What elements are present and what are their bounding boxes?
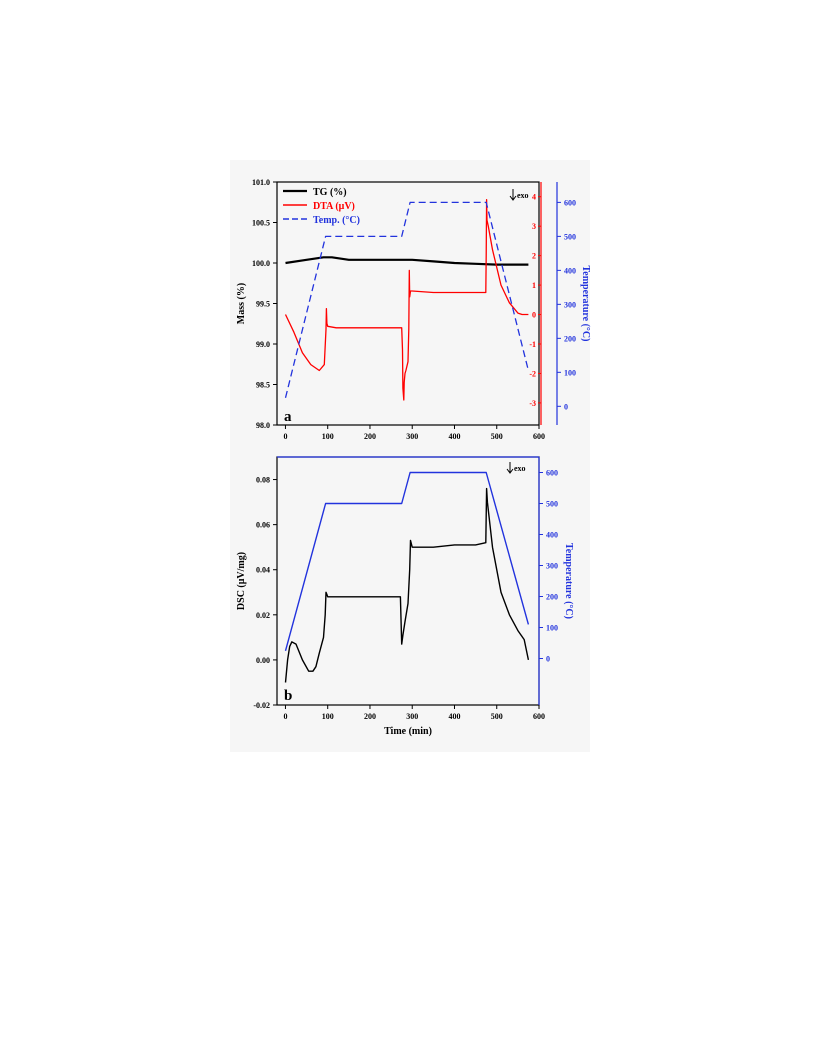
x-tick-label-b: 0 [283, 712, 288, 721]
y-tick-label-a: 101.0 [252, 178, 270, 187]
x-axis-title-b: Time (min) [384, 726, 432, 737]
panel-letter-a: a [284, 409, 292, 425]
temperature-tick-label-a: 0 [564, 402, 568, 412]
temperature-tick-label-a: 300 [564, 300, 576, 310]
dta-tick-label: 3 [532, 222, 536, 232]
y-tick-label-a: 99.0 [256, 340, 270, 349]
temperature-tick-label-a: 100 [564, 368, 576, 378]
y-axis-title-b: DSC (μV/mg) [236, 551, 247, 611]
temperature-axis-title-b: Temperature (°C) [563, 543, 574, 619]
y-tick-label-b: 0.06 [256, 520, 270, 530]
plot-frame-b [277, 457, 539, 705]
temperature-tick-label-b: 0 [546, 654, 550, 664]
temperature-tick-label-b: 200 [546, 592, 558, 602]
x-tick-label-a: 100 [321, 432, 334, 441]
x-tick-label-a: 500 [490, 432, 503, 441]
temperature-tick-label-a: 600 [564, 198, 576, 208]
x-tick-label-b: 300 [406, 712, 419, 721]
dta-tick-label: -3 [529, 398, 536, 408]
temperature-tick-label-b: 300 [546, 561, 558, 571]
dta-tick-label: -1 [529, 340, 536, 349]
temperature-tick-label-b: 400 [546, 530, 558, 540]
legend-label: TG (%) [313, 187, 347, 198]
dta-tick-label: 0 [532, 310, 536, 320]
y-tick-label-b: 0.08 [256, 475, 270, 485]
y-tick-label-a: 100.0 [252, 259, 270, 268]
y-tick-label-b: 0.04 [256, 565, 270, 575]
x-tick-label-b: 100 [321, 712, 334, 721]
exo-label-a: exo [517, 191, 529, 200]
legend-label: Temp. (°C) [313, 215, 360, 226]
temperature-tick-label-b: 500 [546, 499, 558, 509]
exo-label-b: exo [514, 464, 526, 473]
series-line-b-1 [286, 473, 529, 651]
dta-tick-label: 1 [532, 281, 536, 291]
panel-a [236, 178, 591, 441]
x-tick-label-a: 600 [533, 432, 545, 441]
temperature-tick-label-a: 400 [564, 266, 576, 276]
x-tick-label-a: 0 [283, 432, 288, 441]
temperature-tick-label-b: 100 [546, 623, 558, 633]
x-tick-label-b: 500 [490, 712, 503, 721]
y-tick-label-b: 0.00 [256, 655, 270, 665]
y-tick-label-a: 98.0 [256, 421, 270, 430]
dta-tick-label: 4 [532, 192, 536, 202]
x-tick-label-b: 600 [533, 712, 545, 721]
panel-letter-b: b [284, 688, 293, 704]
y-tick-label-a: 99.5 [256, 299, 270, 309]
plot-area-a [286, 200, 529, 400]
x-tick-label-b: 400 [448, 712, 461, 721]
series-line-0 [286, 257, 529, 264]
y-tick-label-b: -0.02 [253, 701, 270, 710]
x-tick-label-a: 400 [448, 432, 461, 441]
temperature-tick-label-b: 600 [546, 468, 558, 478]
x-tick-label-a: 200 [363, 432, 376, 441]
legend-label: DTA (μV) [313, 201, 355, 212]
y-tick-label-a: 100.5 [252, 218, 270, 228]
series-line-1 [286, 200, 529, 400]
temperature-axis-title-a: Temperature (°C) [580, 265, 591, 342]
plot-area-b [286, 473, 529, 683]
y-tick-label-a: 98.5 [256, 380, 270, 390]
x-tick-label-a: 300 [406, 432, 419, 441]
dta-tick-label: -2 [529, 369, 536, 379]
x-tick-label-b: 200 [363, 712, 376, 721]
temperature-tick-label-a: 500 [564, 232, 576, 242]
y-tick-label-b: 0.02 [256, 610, 270, 620]
dta-tick-label: 2 [532, 251, 536, 261]
temperature-tick-label-a: 200 [564, 334, 576, 344]
panel-b [236, 457, 574, 737]
y-axis-title-a: Mass (%) [236, 282, 247, 325]
